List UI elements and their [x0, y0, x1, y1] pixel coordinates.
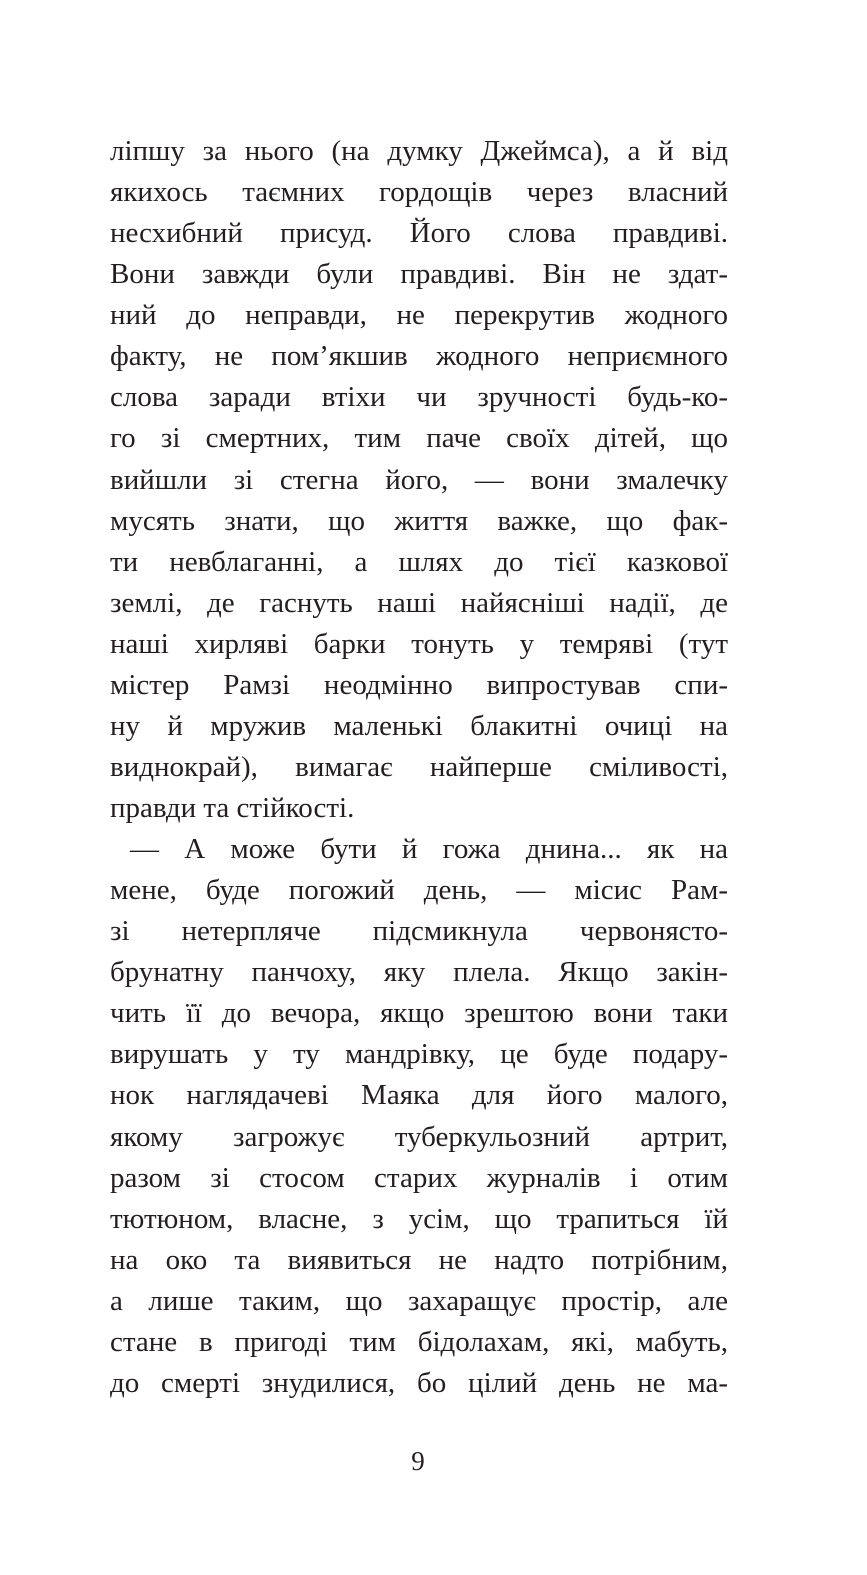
text-line: несхибний присуд. Його слова правдиві.: [110, 217, 728, 250]
text-line: ліпшу за нього (на думку Джеймса), а й від: [110, 135, 728, 167]
text-line: мусять знати, що життя важке, що фак-: [110, 504, 728, 537]
text-line: правди та стійкості.: [110, 792, 355, 824]
body-text: [110, 131, 728, 1404]
text-line: ну й мружив маленькі блакитні очиці на: [110, 709, 728, 742]
text-line: чить її до вечора, якщо зрештою вони таки: [110, 997, 728, 1030]
text-line: вийшли зі стегна його, — вони змалечку: [110, 463, 728, 496]
text-line: якому загрожує туберкульозний артрит,: [110, 1120, 728, 1153]
text-line: разом зі стосом старих журналів і отим: [110, 1161, 728, 1194]
text-line: вирушать у ту мандрівку, це буде подару-: [110, 1038, 728, 1071]
text-line: зі нетерпляче підсмикнула червонясто-: [110, 915, 728, 948]
text-line: мене, буде погожий день, — місис Рам-: [110, 874, 728, 907]
text-line: Вони завжди були правдиві. Він не здат-: [110, 258, 728, 291]
text-line: виднокрай), вимагає найперше сміливості,: [110, 750, 728, 783]
text-line: нок наглядачеві Маяка для його малого,: [110, 1079, 728, 1112]
text-line: факту, не пом’якшив жодного неприємного: [110, 340, 728, 373]
text-line: стане в пригоді тим бідолахам, які, мабуть,: [110, 1325, 728, 1358]
text-line: наші хирляві барки тонуть у темряві (тут: [110, 627, 728, 660]
text-line: тютюном, власне, з усім, що трапиться їй: [110, 1202, 728, 1235]
text-line: на око та виявиться не надто потрібним,: [110, 1243, 728, 1276]
text-line: слова заради втіхи чи зручності будь-ко-: [110, 381, 728, 414]
text-line: якихось таємних гордощів через власний: [110, 176, 728, 209]
page-number: 9: [411, 1446, 425, 1476]
text-line: містер Рамзі неодмінно випростував спи-: [110, 668, 728, 701]
text-line: а лише таким, що захаращує простір, але: [110, 1284, 728, 1317]
text-line: го зі смертних, тим паче своїх дітей, що: [110, 422, 728, 455]
text-line: — А може бути й гожа днина... як на: [130, 833, 728, 866]
text-line: землі, де гаснуть наші найясніші надії, де: [110, 586, 728, 619]
text-line: брунатну панчоху, яку плела. Якщо закін-: [110, 956, 728, 989]
text-line: ти невблаганні, а шлях до тієї казкової: [110, 545, 728, 578]
text-line: до смерті знудилися, бо цілий день не ма-: [110, 1366, 728, 1399]
text-line: ний до неправди, не перекрутив жодного: [110, 299, 728, 332]
